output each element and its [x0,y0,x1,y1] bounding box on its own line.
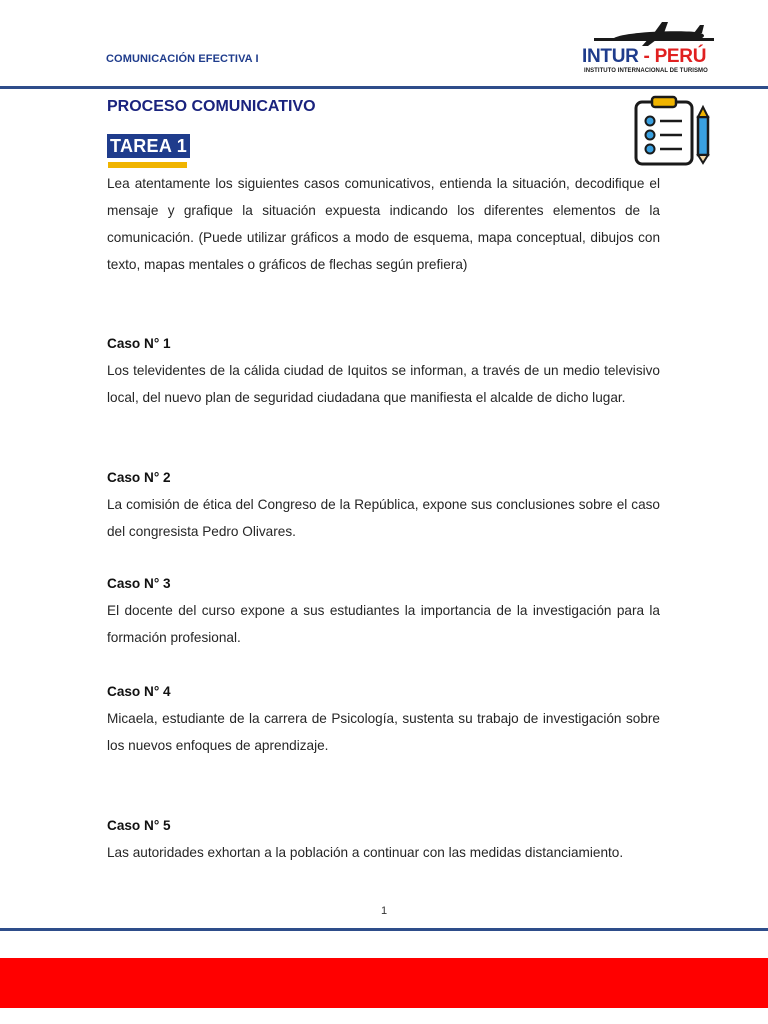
logo-text-peru: PERÚ [654,46,707,67]
case-block [107,812,660,866]
header-divider [0,86,768,89]
logo-subtitle: INSTITUTO INTERNACIONAL DE TURISMO [584,68,708,74]
instructions-text: Lea atentamente los siguientes casos comunicativos, entienda la situación, decodifique el mensaje y grafique la situación expuesta indicando los diferentes elementos de la comunicación. (Puede utilizar gráficos a modo de esquema, mapa conceptual, dibujos con texto, mapas mentales o gráficos de flechas según prefiera) [107,176,660,272]
case-text: La comisión de ética del Congreso de la República, expone sus conclusiones sobre el caso del congresista Pedro Olivares. [107,497,660,539]
page-number: 1 [380,905,388,917]
instructions [107,170,660,278]
case-block [107,678,660,759]
case-title: Caso N° 1 [107,336,171,351]
logo-wordmark [582,46,722,68]
case-text: Micaela, estudiante de la carrera de Psicología, sustenta su trabajo de investigación sobre los nuevos enfoques de aprendizaje. [107,711,660,753]
case-title: Caso N° 3 [107,576,171,591]
case-block [107,330,660,411]
case-block [107,570,660,651]
case-title: Caso N° 4 [107,684,171,699]
footer-color-band [0,958,768,1008]
logo-dash: - [638,46,655,67]
course-title: COMUNICACIÓN EFECTIVA I [106,53,259,65]
case-text: Los televidentes de la cálida ciudad de Iquitos se informan, a través de un medio televisivo local, del nuevo plan de seguridad ciudadana que manifiesta el alcalde de dicho lugar. [107,363,660,405]
case-title: Caso N° 5 [107,818,171,833]
clipboard-checklist-icon [632,95,714,167]
section-heading: PROCESO COMUNICATIVO [107,98,316,115]
case-title: Caso N° 2 [107,470,171,485]
airplane-icon [594,22,714,48]
case-text: Las autoridades exhortan a la población a continuar con las medidas distanciamiento. [107,845,624,860]
intur-peru-logo [582,22,722,78]
footer-divider [0,928,768,931]
logo-text-intur: INTUR [582,46,639,67]
case-block [107,464,660,545]
task-underline [108,162,187,168]
task-label: TAREA 1 [107,134,190,158]
case-text: El docente del curso expone a sus estudiantes la importancia de la investigación para la formación profesional. [107,603,660,645]
